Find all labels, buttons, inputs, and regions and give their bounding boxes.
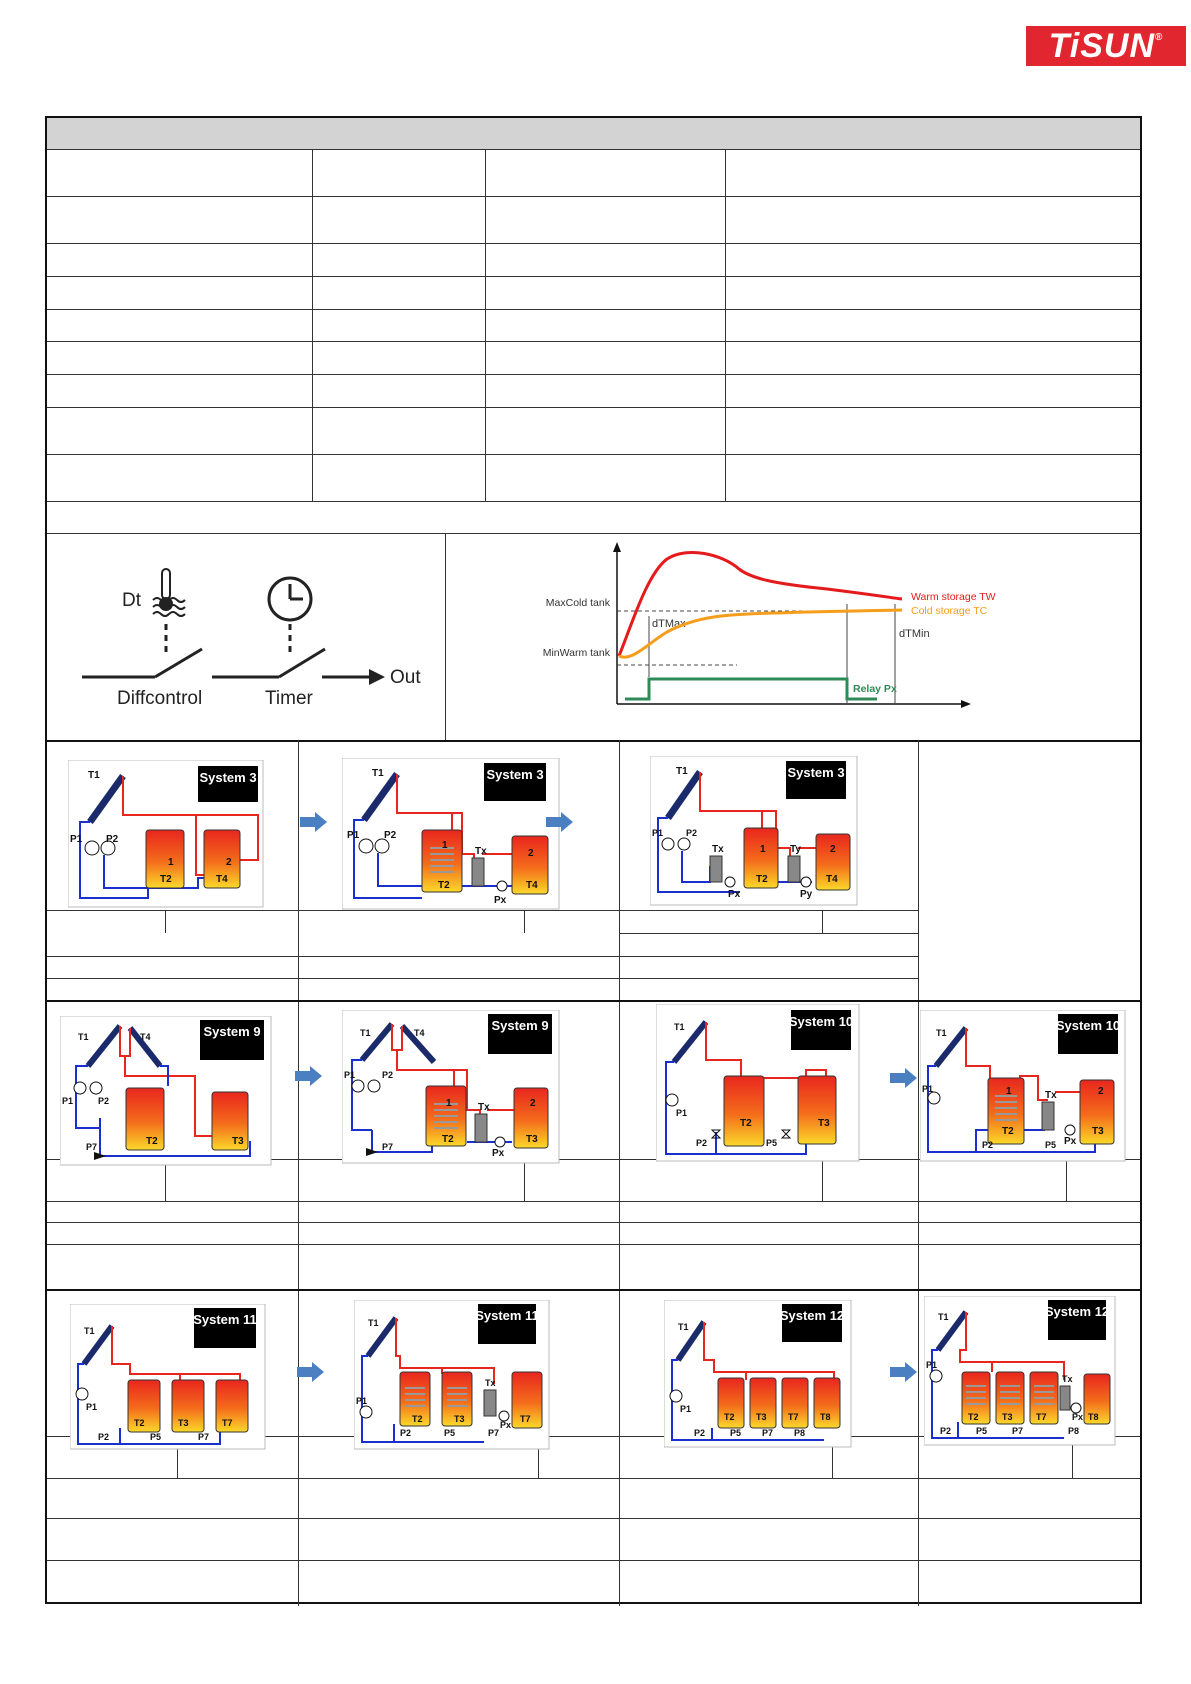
diagram-label: System 12 [779, 1308, 845, 1323]
diffcontrol-label: Diffcontrol [117, 688, 203, 709]
diagram-label: P7 [1012, 1426, 1024, 1436]
tisun-logo: TiSUN® [1026, 26, 1186, 66]
diagram-label: P1 [680, 1404, 692, 1414]
diagram-label: T8 [820, 1412, 831, 1422]
diagram-label: Ty [790, 844, 801, 855]
y-label-minwarm: MinWarm tank [542, 647, 610, 659]
arrow-right-icon [295, 1066, 323, 1086]
diagram-label: P8 [794, 1428, 806, 1438]
diagram-label: Px [728, 889, 741, 900]
diagram-label: System 12 [1044, 1304, 1110, 1319]
diagram-label: System 10 [788, 1014, 854, 1029]
system-diagram-9a [60, 1016, 272, 1166]
diagram-label: T4 [526, 880, 538, 891]
table-header-bar [47, 118, 1140, 150]
diagram-label: Px [494, 895, 507, 906]
system-diagram-3c [650, 756, 858, 906]
diagram-label: P1 [70, 834, 83, 845]
diagram-label: T3 [232, 1136, 244, 1147]
diagram-label: T3 [1002, 1412, 1013, 1422]
diagram-label: P5 [976, 1426, 988, 1436]
arrow-right-icon [297, 1362, 325, 1382]
diagram-label: System 10 [1055, 1018, 1121, 1033]
diagram-label: 1 [1006, 1086, 1012, 1097]
diagram-label: P7 [86, 1142, 98, 1152]
diagram-label: Tx [475, 846, 487, 857]
diagram-label: Tx [478, 1102, 490, 1113]
diagram-label: T2 [724, 1412, 735, 1422]
diagram-label: P5 [444, 1428, 456, 1438]
timer-label: Timer [265, 688, 313, 709]
diagram-label: P2 [686, 828, 698, 838]
diagram-label: Tx [1062, 1374, 1073, 1384]
diagram-label: T2 [1002, 1126, 1014, 1137]
y-label-maxcold: MaxCold tank [545, 597, 610, 609]
diagram-label: T2 [134, 1418, 145, 1428]
arrow-right-icon [890, 1362, 918, 1382]
diagram-label: P1 [347, 830, 360, 841]
diagram-label: T1 [676, 766, 688, 777]
system-diagram-3a [68, 760, 264, 908]
diagram-label: P2 [694, 1428, 706, 1438]
diagram-label: 1 [442, 840, 448, 851]
diagram-label: T2 [442, 1134, 454, 1145]
system-diagram-11a [70, 1304, 266, 1450]
diagram-label: 1 [446, 1098, 452, 1109]
system-title: System 3 [199, 770, 257, 785]
diagram-label: T1 [368, 1318, 379, 1328]
series-warm-storage [619, 552, 902, 656]
diagram-label: T1 [678, 1322, 689, 1332]
diagram-label: T1 [84, 1326, 95, 1336]
diagram-label: T4 [414, 1028, 425, 1038]
diagram-label: P7 [762, 1428, 774, 1438]
diagram-label: P5 [1045, 1140, 1057, 1150]
diagram-label: 2 [528, 848, 534, 859]
diagram-label: Px [1072, 1412, 1084, 1422]
diagram-label: T7 [1036, 1412, 1047, 1422]
diagram-label: Px [492, 1148, 505, 1159]
system-diagram-12b [924, 1296, 1116, 1446]
diagram-label: System 9 [203, 1024, 261, 1039]
diagram-label: T7 [520, 1414, 531, 1424]
diagram-label: T3 [818, 1118, 830, 1129]
thermometer-icon [153, 569, 185, 616]
diagram-label: System 3 [787, 765, 845, 780]
function-diagram [47, 534, 445, 740]
diagram-label: P2 [106, 834, 119, 845]
arrow-right-icon [890, 1068, 918, 1088]
diagram-label: T3 [526, 1134, 538, 1145]
annotation-dtmin: dTMin [899, 628, 930, 640]
diagram-label: System 9 [491, 1018, 549, 1033]
diagram-label: T8 [1088, 1412, 1099, 1422]
diagram-label: 2 [1098, 1086, 1104, 1097]
diagram-label: P2 [384, 830, 397, 841]
system-diagram-11b [354, 1300, 550, 1450]
diagram-label: T1 [88, 770, 100, 781]
diagram-label: T2 [160, 874, 172, 885]
diagram-label: T1 [360, 1028, 371, 1038]
system-diagram-12a [664, 1300, 852, 1448]
diagram-label: Px [1064, 1136, 1077, 1147]
diagram-label: T2 [146, 1136, 158, 1147]
diagram-label: Tx [1045, 1090, 1057, 1101]
diagram-label: T3 [454, 1414, 465, 1424]
diagram-label: T7 [222, 1418, 233, 1428]
temperature-chart [447, 534, 1140, 740]
diagram-label: Px [500, 1420, 512, 1430]
diagram-label: Py [800, 889, 813, 900]
diagram-label: 1 [760, 844, 766, 855]
diagram-label: P2 [982, 1140, 994, 1150]
diagram-label: P2 [940, 1426, 952, 1436]
system-diagram-10a [656, 1004, 860, 1162]
diagram-label: P5 [766, 1138, 778, 1148]
diagram-label: P5 [730, 1428, 742, 1438]
diagram-label: System 11 [475, 1308, 539, 1323]
diagram-label: T4 [140, 1032, 151, 1042]
legend-cold-storage: Cold storage TC [911, 605, 988, 617]
out-label: Out [390, 667, 421, 688]
diagram-label: P2 [696, 1138, 708, 1148]
diagram-label: P2 [98, 1432, 110, 1442]
system-diagram-10b [920, 1010, 1126, 1162]
diagram-label: T1 [674, 1022, 685, 1032]
diagram-label: P5 [150, 1432, 162, 1442]
diagram-label: P1 [356, 1396, 368, 1406]
diagram-label: System 3 [486, 767, 544, 782]
diagram-label: P1 [344, 1070, 356, 1080]
diagram-label: P7 [488, 1428, 500, 1438]
diagram-label: P7 [198, 1432, 210, 1442]
system-diagram-3b [342, 758, 560, 910]
diagram-label: T2 [756, 874, 768, 885]
diagram-label: T3 [1092, 1126, 1104, 1137]
arrow-right-icon [546, 812, 574, 832]
diagram-label: 2 [226, 857, 232, 868]
legend-warm-storage: Warm storage TW [911, 591, 996, 603]
system-diagram-9b [342, 1010, 560, 1164]
arrow-right-icon [300, 812, 328, 832]
diagram-label: Tx [485, 1378, 496, 1388]
diagram-label: T4 [216, 874, 228, 885]
diagram-label: P7 [382, 1142, 394, 1152]
diagram-label: P1 [62, 1096, 74, 1106]
diagram-label: 2 [530, 1098, 536, 1109]
diagram-label: P8 [1068, 1426, 1080, 1436]
diagram-label: P1 [652, 828, 664, 838]
pump-icon [85, 841, 99, 855]
diagram-label: T2 [968, 1412, 979, 1422]
annotation-dtmax: dTMax [652, 618, 686, 630]
diagram-label: T1 [936, 1028, 947, 1038]
diagram-label: P2 [400, 1428, 412, 1438]
diagram-label: P1 [86, 1402, 98, 1412]
diagram-label: T2 [740, 1118, 752, 1129]
diagram-label: P1 [926, 1360, 938, 1370]
diagram-label: System 11 [193, 1312, 257, 1327]
diagram-label: T2 [412, 1414, 423, 1424]
diagram-label: T1 [372, 768, 384, 779]
dt-label: Dt [122, 590, 141, 611]
diagram-label: 2 [830, 844, 836, 855]
diagram-label: T3 [178, 1418, 189, 1428]
diagram-label: T2 [438, 880, 450, 891]
diagram-label: P1 [676, 1108, 688, 1118]
clock-icon [269, 578, 311, 620]
diagram-label: P2 [382, 1070, 394, 1080]
series-relay-px [625, 679, 877, 699]
diagram-label: Tx [712, 844, 724, 855]
diagram-label: T1 [78, 1032, 89, 1042]
diagram-label: T7 [788, 1412, 799, 1422]
diagram-label: 1 [168, 857, 174, 868]
diagram-label: T4 [826, 874, 838, 885]
diagram-label: P1 [922, 1084, 934, 1094]
diagram-label: T3 [756, 1412, 767, 1422]
diagram-label: T1 [938, 1312, 949, 1322]
legend-relay-px: Relay Px [853, 683, 897, 695]
heat-exchanger [472, 858, 484, 886]
diagram-label: P2 [98, 1096, 110, 1106]
